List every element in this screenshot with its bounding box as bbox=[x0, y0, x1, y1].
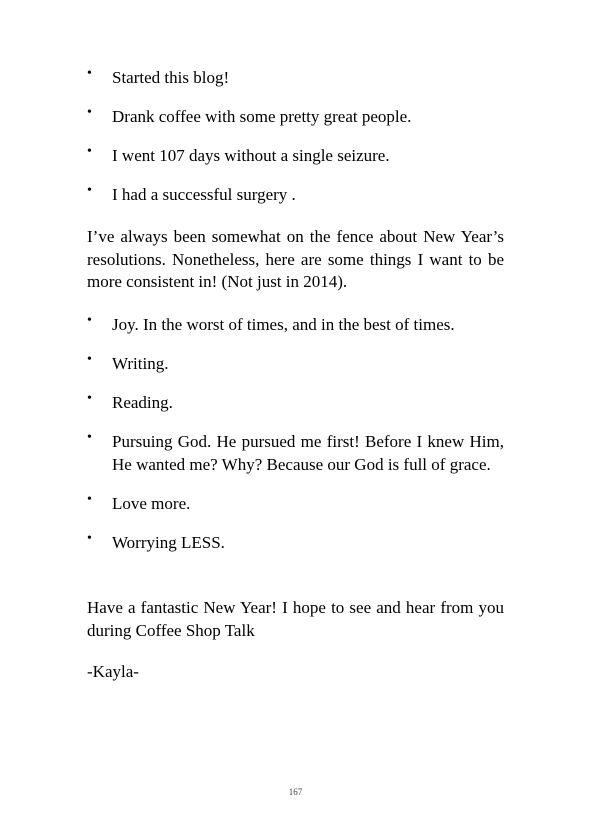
list-item-text: Writing. bbox=[112, 354, 169, 373]
bullet-icon: • bbox=[87, 430, 92, 445]
list-item bbox=[87, 532, 504, 555]
bullet-icon: • bbox=[87, 105, 92, 120]
list-item bbox=[87, 184, 504, 207]
bullet-icon: • bbox=[87, 66, 92, 81]
bullet-icon: • bbox=[87, 183, 92, 198]
accomplishments-list bbox=[87, 67, 504, 207]
list-item-text: Worrying LESS. bbox=[112, 532, 225, 552]
list-item bbox=[87, 314, 504, 337]
list-item-text: Drank coffee with some pretty great people. bbox=[112, 107, 412, 126]
list-item bbox=[87, 67, 504, 90]
bullet-icon: • bbox=[87, 313, 92, 328]
bullet-icon: • bbox=[87, 144, 92, 159]
list-item bbox=[87, 493, 504, 516]
bullet-icon: • bbox=[87, 391, 92, 406]
list-item-text: Joy. In the worst of times, and in the best of times. bbox=[112, 315, 455, 334]
list-item-text: Love more. bbox=[112, 493, 191, 513]
list-item-text: I had a successful surgery . bbox=[112, 185, 296, 204]
closing-paragraph: Have a fantastic New Year! I hope to see and hear from you during Coffee Shop Talk bbox=[87, 598, 504, 640]
bullet-icon: • bbox=[87, 352, 92, 367]
list-item bbox=[87, 431, 504, 476]
bullet-icon: • bbox=[87, 491, 92, 507]
list-item bbox=[87, 106, 504, 129]
resolutions-intro-paragraph: I’ve always been somewhat on the fence about New Year’s resolutions. Nonetheless, here are some things I want to be more consistent in! (Not just in 2014). bbox=[87, 227, 504, 291]
list-item-text: Pursuing God. He pursued me first! Before I knew Him, He wanted me? Why? Because our God is full of grace. bbox=[112, 432, 504, 474]
bullet-icon: • bbox=[87, 530, 92, 546]
page-number: 167 bbox=[288, 787, 303, 797]
list-item-text: Reading. bbox=[112, 393, 173, 412]
list-item-text: Started this blog! bbox=[112, 68, 230, 87]
list-item-text: I went 107 days without a single seizure. bbox=[112, 146, 390, 165]
signature: -Kayla- bbox=[87, 662, 139, 681]
list-item bbox=[87, 145, 504, 168]
resolutions-list bbox=[87, 314, 504, 554]
list-item bbox=[87, 353, 504, 376]
list-item bbox=[87, 392, 504, 415]
